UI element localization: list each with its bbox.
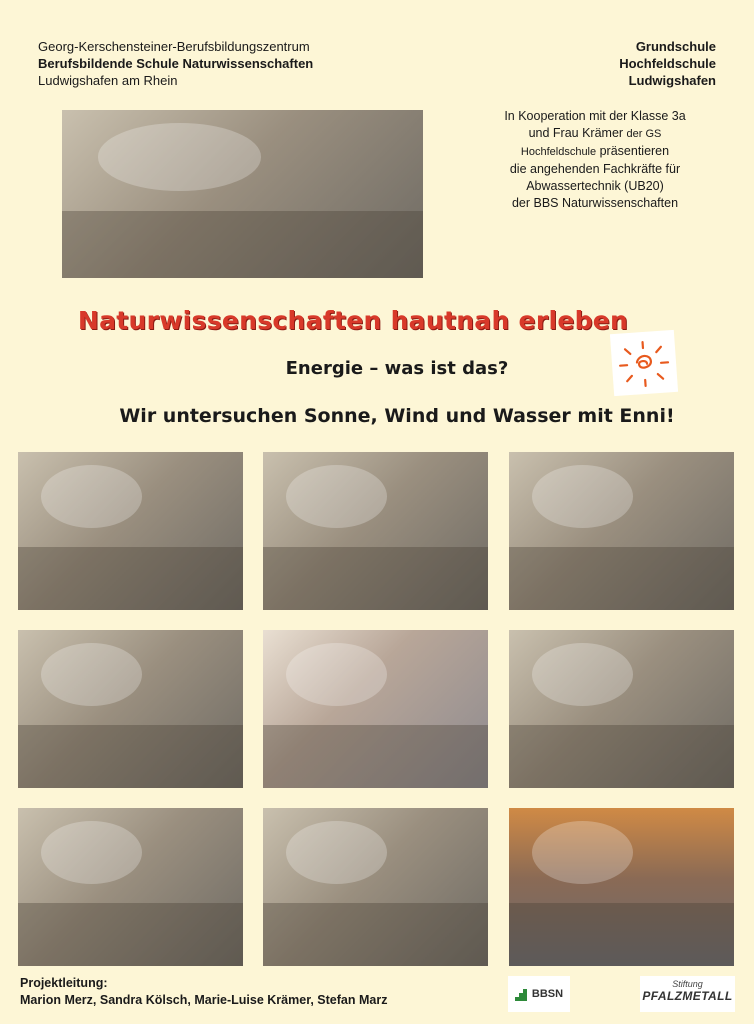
header-right-line2: Hochfeldschule (619, 56, 716, 71)
bbsn-logo (508, 976, 570, 1012)
header-right-line3: Ludwigshafen (628, 73, 716, 88)
pfalzmetall-line1: Stiftung (672, 979, 703, 989)
worksheets-photo (263, 808, 488, 966)
group-photo-top (62, 110, 423, 278)
coop-line3-main: präsentieren (596, 144, 670, 158)
project-lead-label: Projektleitung: (20, 976, 108, 990)
coop-line3-small: Hochfeldschule (520, 146, 597, 158)
coop-line1: In Kooperation mit der Klasse 3a (504, 109, 686, 123)
coop-line2-small: der GS (626, 128, 662, 140)
bbsn-stairs-icon (515, 987, 529, 1001)
slogan: Wir untersuchen Sonne, Wind und Wasser mit Enni! (119, 405, 675, 427)
solar-kit-photo (263, 452, 488, 610)
hallway-photo (18, 808, 243, 966)
header-left-line2: Berufsbildende Schule Naturwissenschaften (38, 56, 314, 71)
group-photo-bottom (509, 808, 734, 966)
header-partner-school (619, 38, 716, 89)
memory-cards-photo (18, 452, 243, 610)
lamp-experiment-photo (509, 630, 734, 788)
bbsn-logo-text: BBSN (531, 988, 564, 1000)
project-lead-names: Marion Merz, Sandra Kölsch, Marie-Luise Krämer, Stefan Marz (20, 993, 388, 1007)
coop-line3 (470, 143, 720, 161)
page-title: Naturwissenschaften hautnah erleben (77, 306, 629, 335)
tablets-photo (509, 452, 734, 610)
cooperation-text (470, 108, 720, 212)
subtitle: Energie – was ist das? (285, 358, 509, 379)
pfalzmetall-line2: PFALZMETALL (642, 989, 733, 1003)
header-left-line1: Georg-Kerschensteiner-Berufsbildungszentrum (38, 39, 310, 54)
coop-line6: der BBS Naturwissenschaften (511, 196, 679, 210)
header-left-line3: Ludwigshafen am Rhein (38, 73, 178, 88)
coop-line2 (470, 125, 720, 143)
header-school-block (38, 38, 313, 89)
coop-line5: Abwassertechnik (UB20) (526, 179, 664, 193)
enni-sun-icon (610, 330, 678, 396)
match-flame-photo (263, 630, 488, 788)
pfalzmetall-logo (640, 976, 735, 1012)
bicycle-generator-photo (18, 630, 243, 788)
coop-line2-main: und Frau Krämer (528, 126, 627, 140)
header-right-line1: Grundschule (635, 39, 716, 54)
coop-line4: die angehenden Fachkräfte für (509, 162, 681, 176)
